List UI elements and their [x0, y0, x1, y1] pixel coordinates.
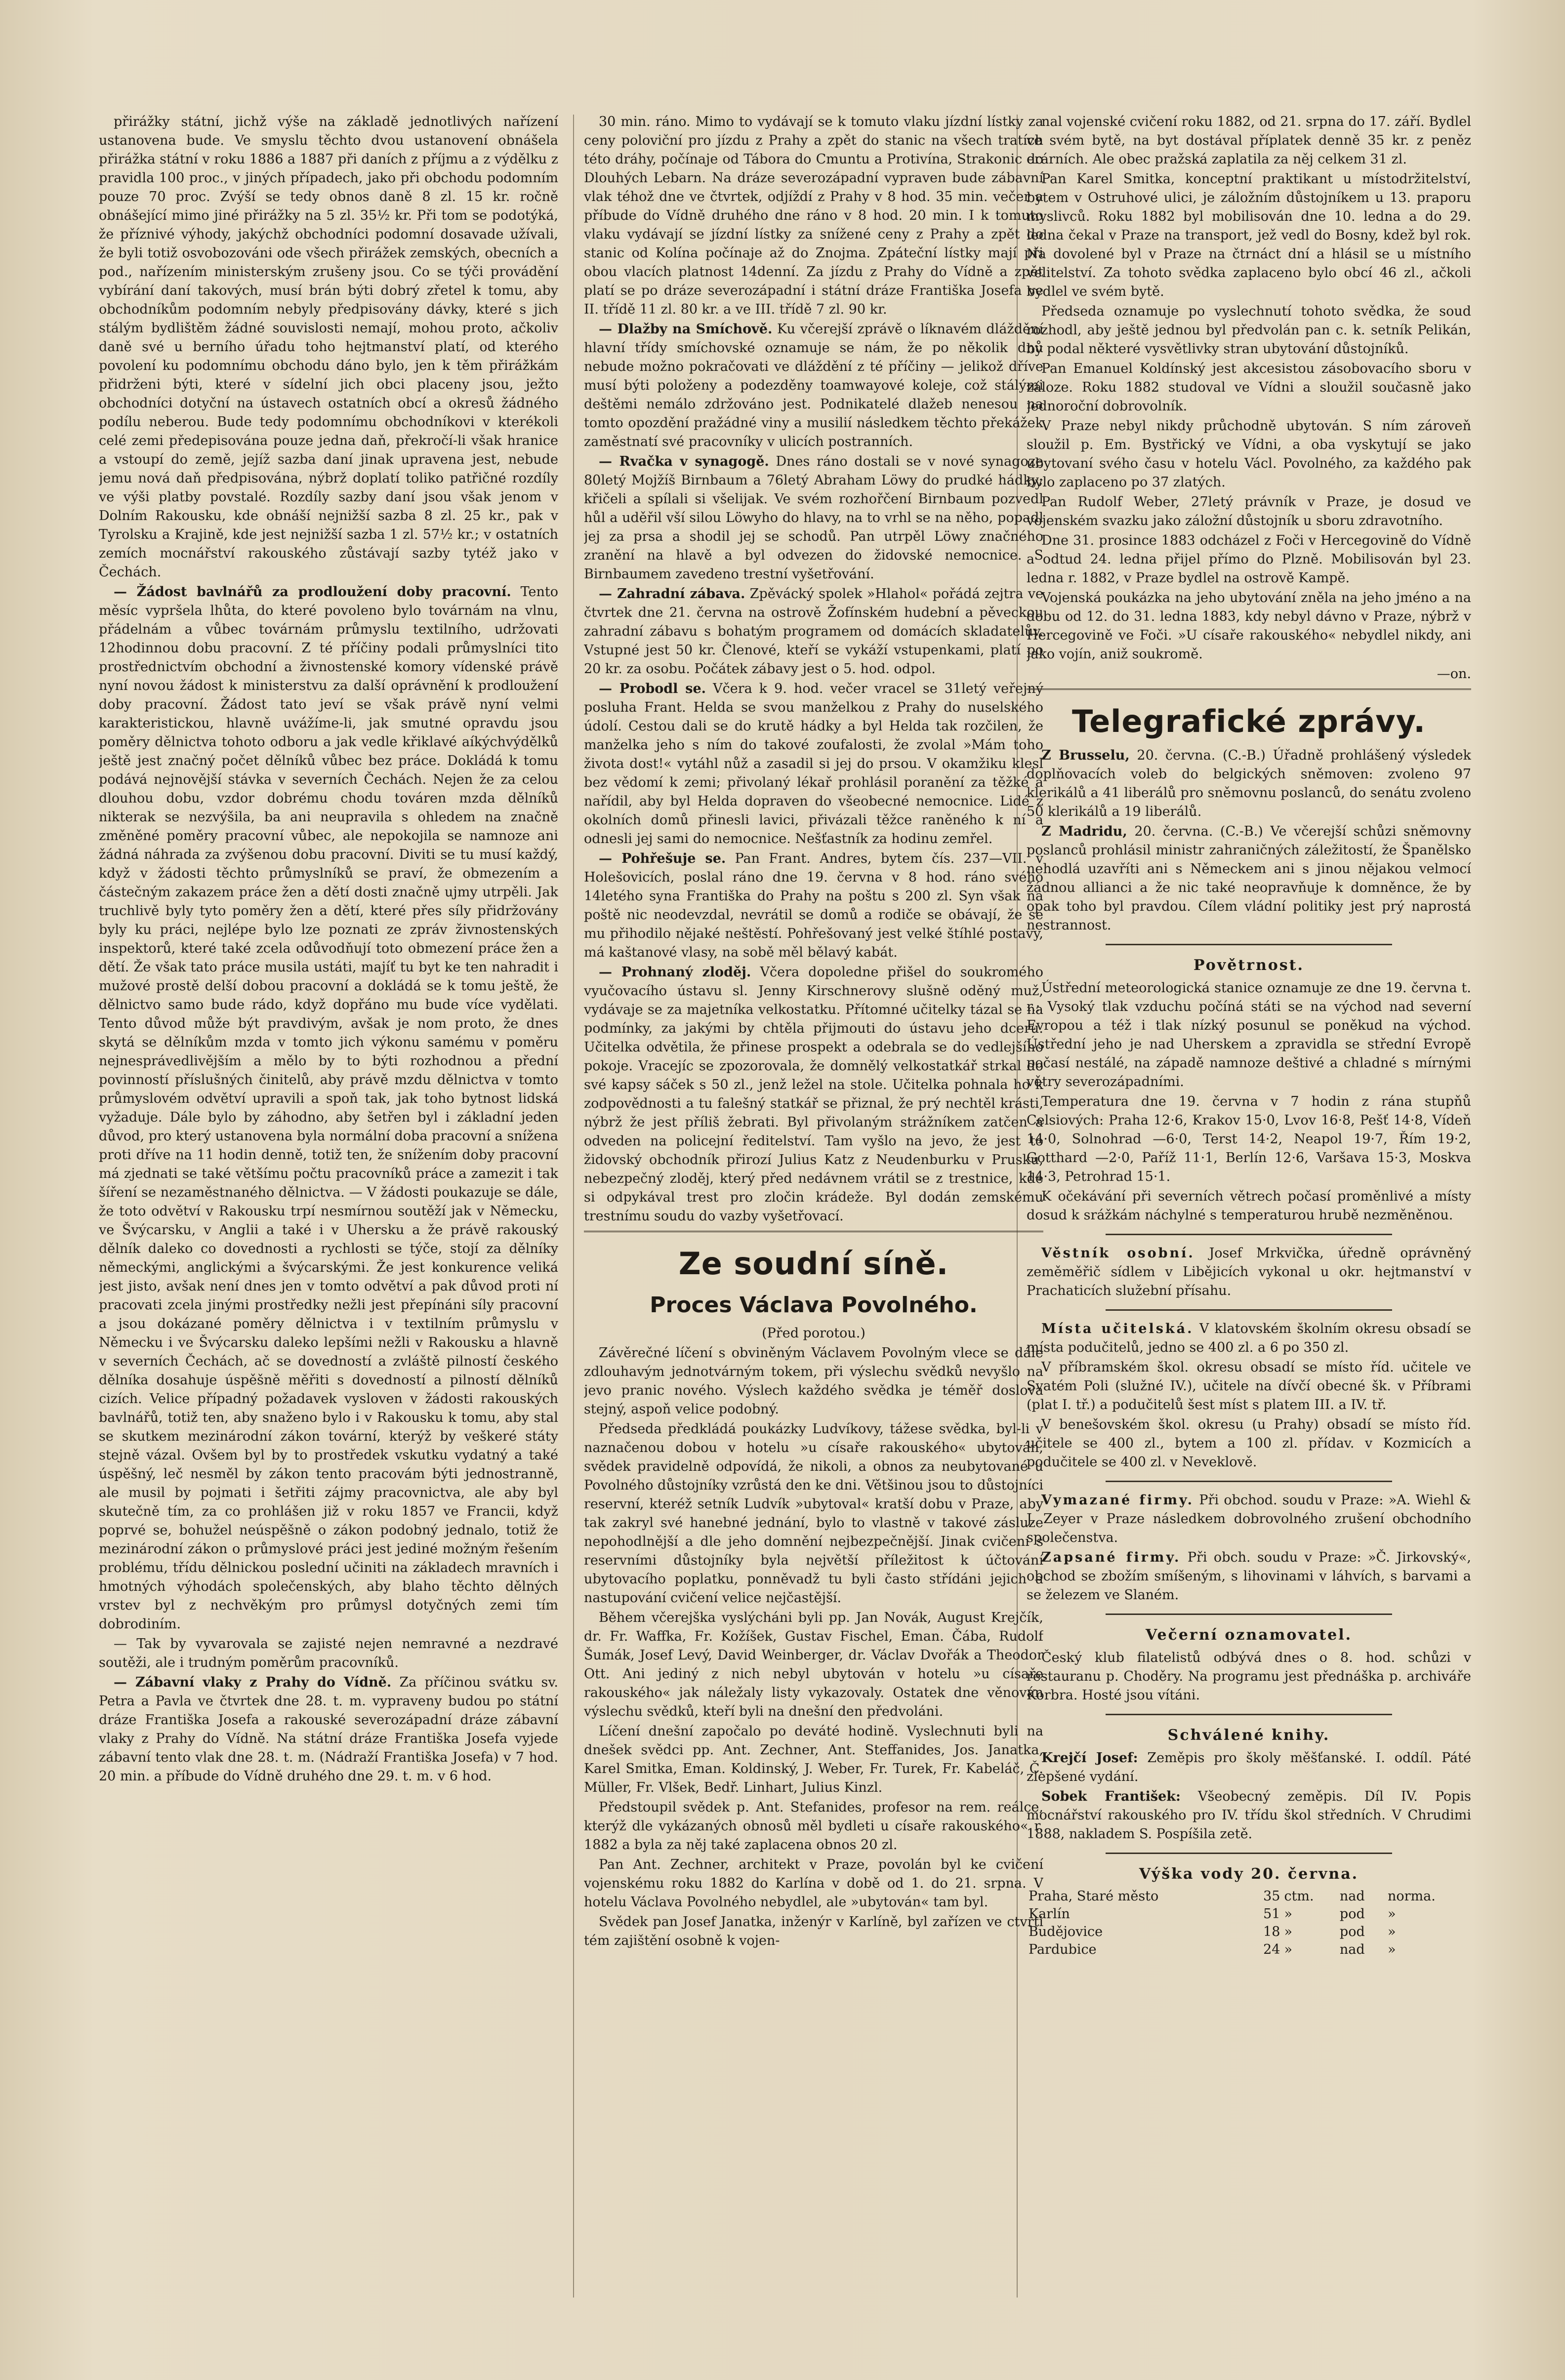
- article-paragraph: [584, 320, 1043, 451]
- article-lead: — Zábavní vlaky z Prahy do Vídně.: [114, 1675, 392, 1690]
- water-place: Pardubice: [1029, 1942, 1097, 1957]
- water-unit: »: [1284, 1942, 1292, 1957]
- article-paragraph: 30 min. ráno. Mimo to vydávají se k tomuto vlaku jízdní lístky za ceny poloviční pro jízdu z Prahy a zpět do stanic na všech tratích této dráhy, počínaje od Tábora do Cmuntu a Protivína, Strakonic do Dlouhých Lebarn. Na dráze severozápadní vypraven bude zábavní vlak téhož dne ve čtvrtek, odjíždí z Prahy v 8 hod. 35 min. večer a příbude do Vídně druhého dne ráno v 8 hod. 20 min. I k tomuto vlaku vydávají se jízdní lístky za snížené ceny z Prahy a zpět do stanic od Kolína počínaje až do Znojma. Zpáteční lístky mají při obou vlacích platnost 14denní. Za jízdu z Prahy do Vídně a zpět platí se po dráze severozápadní i státní dráze Františka Josefa ve II. třídě 11 zl. 80 kr. a ve III. třídě 7 zl. 90 kr.: [584, 114, 1043, 317]
- water-place: Budějovice: [1029, 1924, 1103, 1939]
- article-paragraph: Pan Emanuel Koldínský jest akcesistou zásobovacího sboru v záloze. Roku 1882 studoval ve Vídni a sloužil současně jako jednoroční dobrovolník.: [1027, 361, 1471, 414]
- dateline: Z Brusselu,: [1041, 748, 1130, 763]
- section-heading-court: Ze soudní síně.: [678, 1246, 949, 1282]
- article-paragraph: [1027, 1548, 1471, 1605]
- article-text: V klatovském školním okresu obsadí se místa podučitelů, jedno se 400 zl. a 6 po 350 zl.: [1027, 1321, 1471, 1355]
- section-heading-telegraph: Telegrafické zprávy.: [1072, 703, 1426, 739]
- article-lead: — Dlažby na Smíchově.: [599, 322, 773, 337]
- dateline: Z Madridu,: [1041, 824, 1127, 839]
- article-lead: — Zahradní zábava.: [599, 586, 745, 602]
- article-signature: —on.: [1437, 666, 1471, 682]
- water-dir: pod: [1339, 1906, 1365, 1922]
- water-value: 24: [1263, 1942, 1280, 1957]
- article-paragraph: přirážky státní, jichž výše na základě jednotlivých nařízení ustanovena bude. Ve smyslu těchto dvou ustanovení obnášela přirážka státní v roku 1886 a 1887 při daních z příjmu a z výdělku z pravidla 100 proc., v jiných případech, jako při obchodu podomním pouze 70 proc. Zvýší se tedy obnos daně 8 zl. 15 kr. ročně obnášející mimo jiné přirážky na 5 zl. 35½ kr. Při tom se podotýká, že příznivé výhody, jakýchž obchodníci podomní dosavade užívali, že byli totiž osvobozováni ode všech přirážek zemských, obecních a pod., nařízením ministerským zrušeny jsou. Co se týči provádění vybírání daní takových, musí brán býti dobrý zřetel k tomu, aby obchodníkům podomním nebyly předpisovány dávky, které s jich stálým bydlištěm žádné souvislosti nemají, mohou proto, ačkoliv daně své u berního úřadu toho hejtmanství platí, od kterého povolení ku podomnímu obchodu dáno bylo, jen k těm přirážkám přidrženi býti, které v sídelní jich obci placeny jsou, ježto obchodníci dotyční na ústavech ostatních obcí a okresů žádného podílu neberou. Bude tedy podomnímu obchodníkovi v kterékoli celé zemi předepisována pouze jedna daň, překročí-li však hranice a vstoupí do země, jejíž sazba daní jinak upravena jest, nebude jemu nová daň předpisována, nýbrž doplatí toliko patřičné rozdíly ve výši platby povstalé. Rozdíly sazby daní jsou však jenom v Dolním Rakousku, kde obnáší nejnižší sazba 8 zl. 25 kr., pak v Tyrolsku a Krajině, kde jest nejnižší sazba 1 zl. 57½ kr.; v ostatních zemích mocnářství rakouského zůstávají sazby tytéž jako v Čechách.: [99, 114, 558, 580]
- article-paragraph: Temperatura dne 19. června v 7 hodin z rána stupňů Celsiových: Praha 12·6, Krakov 15·0, Lvov 16·8, Pešť 14·8, Vídeň 14·0, Solnohrad —6·0, Terst 14·2, Neapol 19·7, Řím 19·2, Gotthard —2·0, Paříž 11·1, Berlín 12·6, Varšava 15·3, Moskva 14·3, Petrohrad 15·1.: [1027, 1094, 1471, 1184]
- article-paragraph: V Praze nebyl nikdy průchodně ubytován. S ním zároveň sloužil p. Em. Bystřický ve Vídni, a oba vyskytují se jako ubytovaní svého času v hotelu Václ. Povolného, za každého pak bylo zaplaceno po 37 zlatých.: [1027, 418, 1471, 490]
- article-paragraph: V benešovském škol. okresu (u Prahy) obsadí se místo říd. učitele se 400 zl., bytem a 100 zl. přídav. v Kozmicích a podučitele se 400 zl. v Neveklově.: [1027, 1417, 1471, 1470]
- water-level-row: [1027, 1923, 1471, 1941]
- section-heading-water: Výška vody 20. června.: [1139, 1865, 1359, 1883]
- article-paragraph: [1027, 1491, 1471, 1547]
- book-author: Sobek František:: [1041, 1789, 1181, 1804]
- water-dir: nad: [1339, 1942, 1365, 1957]
- article-paragraph: Ústřední meteorologická stanice oznamuje ze dne 19. června t. r.: Vysoký tlak vzduchu počíná státi se na východ nad severní Evropou a též i tlak nízký posunul se poněkud na východ. Ústřední jeho je nad Uherskem a zpravidla se střední Evropě počasí nestálé, na západě namnoze deštivé a chladné s mírnými větry severozápadními.: [1027, 980, 1471, 1089]
- article-lead: — Pohřešuje se.: [599, 851, 726, 866]
- article-text: Včera k 9. hod. večer vracel se 31letý veřejný posluha Frant. Helda se svou manželkou z Prahy do nuselského údolí. Cestou dali se do krutě hádky a byl Helda tak rozčilen, že manželka jeho s ním do takové zoufalosti, že zvolal »Mám toho života dost!« vytáhl nůž a zasadil si jej do prsou. V okamžiku klesl bez vědomí k zemi; přivolaný lékař prohlásil poranění za těžké a nařídil, aby byl Helda dopraven do všeobecné nemocnice. Lidé z okolních domů přinesli lavici, přivázali těžce raněného k ní a odnesli jej sami do nemocnice. Nešťastník za hodinu zemřel.: [584, 681, 1043, 847]
- section-divider: [1106, 1309, 1392, 1311]
- article-lead: — Probodl se.: [599, 681, 706, 696]
- section-divider: [584, 1231, 1043, 1232]
- article-paragraph: [584, 452, 1043, 584]
- section-lead: Věstník osobní.: [1041, 1246, 1195, 1261]
- article-subtitle: (Před porotou.): [762, 1326, 865, 1341]
- article-text: 20. června. (C.-B.) Ve včerejší schůzi sněmovny poslanců prohlásil ministr zahraničných záležitostí, že Španělsko nehodlá uzavříti ani s Německem ani s jinou nějakou velmocí žádnou allianci a že nic také neopravňuje k domněnce, že by opak toho byl pravdou. Cílem vládní politiky jest prý naprostá nestrannost.: [1027, 824, 1471, 933]
- article-text: Josef Mrkvička, úředně oprávněný zeměměřič sídlem v Libějicích vykonal u okr. hejtmanství v Prachaticích služební přísahu.: [1027, 1246, 1471, 1298]
- section-heading-books: Schválené knihy.: [1167, 1727, 1330, 1744]
- article-paragraph: [1027, 822, 1471, 935]
- section-divider: [1106, 1234, 1392, 1235]
- section-divider: [1106, 944, 1392, 945]
- article-text: Zpěvácký spolek »Hlahol« pořádá zejtra ve čtvrtek dne 21. června na ostrově Žofínském hudební a pěveckou zahradní zábavu s bohatým programem od domácích skladatelův. Vstupné jest 50 kr. Členové, kteří se vykáží vstupenkami, platí po 20 kr. za osobu. Počátek zábavy jest o 5. hod. odpol.: [584, 586, 1043, 677]
- section-lead: Místa učitelská.: [1041, 1321, 1194, 1336]
- article-text: Včera dopoledne přišel do soukromého vyučovacího ústavu sl. Jenny Kirschnerovy slušně oděný muž, vydávaje se za majetníka velkostatku. Přítomné učitelky tázal se na podmínky, za jakými by chtěla přijmouti do ústavu jeho dceru. Učitelka odvětila, že přinese prospekt a odebrala se do vedlejšího pokoje. Vracejíc se zpozorovala, že domnělý velkostatkář strkal do své kapsy sáček s 50 zl., jenž ležel na stole. Učitelka pohnala ho k zodpovědnosti a tu falešný statkář se přiznal, že prý nechtěl krásti, nýbrž že jest příliš žebrati. Byl přivolaným strážníkem zatčen a odveden na policejní ředitelství. Tam vyšlo na jevo, že jest to židovský obchodník přirozí Julius Katz z Neudenburku v Prusku, nebezpečný zloděj, který před nedávnem vrátil se z trestnice, kde si odpykával trest pro zločin krádeže. Byl dodán zemskému trestnímu soudu do vazby vyšetřovací.: [584, 965, 1043, 1224]
- section-divider: [1027, 688, 1471, 690]
- article-paragraph: — Tak by vyvarovala se zajisté nejen nemravné a nezdravé soutěži, ale i trudným poměrům pracovníků.: [99, 1636, 558, 1670]
- water-level-row: [1027, 1905, 1471, 1923]
- section-divider: [1106, 1853, 1392, 1854]
- section-lead: Zapsané firmy.: [1041, 1550, 1181, 1565]
- article-paragraph: [99, 1673, 558, 1786]
- water-ref: »: [1387, 1942, 1396, 1957]
- section-heading-evening: Večerní oznamovatel.: [1145, 1626, 1353, 1644]
- article-paragraph: Český klub filatelistů odbývá dnes o 8. hod. schůzi v restauranu p. Choděry. Na programu jest přednáška p. archiváře Korbra. Hosté jsou vítáni.: [1027, 1650, 1471, 1703]
- article-paragraph: Líčení dnešní započalo po deváté hodině. Vyslechnuti byli na dnešek svědci pp. Ant. Zechner, Ant. Steffanides, Jos. Janatka, Karel Smitka, Eman. Koldinský, J. Weber, Fr. Turek, Fr. Kabeláč, Č. Müller, Fr. Vlšek, Bedř. Linhart, Julius Kinzl.: [584, 1724, 1043, 1795]
- article-paragraph: Pan Ant. Zechner, architekt v Praze, povolán byl ke cvičení vojenskému roku 1882 do Karlína v době od 1. do 21. srpna. V hotelu Václava Povolného nebydlel, ale »ubytován« tam byl.: [584, 1857, 1043, 1910]
- water-value: 18: [1263, 1924, 1280, 1939]
- water-level-row: [1027, 1941, 1471, 1959]
- water-dir: nad: [1339, 1889, 1365, 1904]
- book-title: Všeobecný zeměpis. Díl IV. Popis mocnářství rakouského pro IV. třídu škol středních. V Chrudimi 1888, nakladem S. Pospíšila zetě.: [1027, 1789, 1471, 1842]
- article-text: Při obch. soudu v Praze: »Č. Jirkovský«, obchod se zbožím smíšeným, s lihovinami v láhvích, s barvami a se železem ve Slaném.: [1027, 1550, 1471, 1603]
- article-paragraph: [99, 583, 558, 1634]
- article-text: Při obchod. soudu v Praze: »A. Wiehl & J. Zeyer v Praze následkem dobrovolného zrušení obchodního společenstva.: [1027, 1493, 1471, 1545]
- column-left: [99, 113, 558, 2305]
- article-paragraph: [1027, 1749, 1471, 1786]
- article-paragraph: Předseda oznamuje po vyslechnutí tohoto svědka, že soud rozhodl, aby ještě jednou byl předvolán pan c. k. setník Pelikán, by podal některé vysvětlivky stran ubytování důstojníků.: [1027, 304, 1471, 357]
- column-middle: [584, 113, 1043, 2305]
- article-paragraph: Závěrečné líčení s obviněným Václavem Povolným vlece se dále zdlouhavým jednotvárným tokem, při výslechu svědků nevyšlo na jevo pranic nového. Výslech každého svědka je téměř doslova stejný, aspoň velice podobný.: [584, 1345, 1043, 1417]
- article-title: Proces Václava Povolného.: [650, 1292, 978, 1318]
- article-paragraph: K očekávání při severních větrech počasí proměnlivé a místy dosud k srážkám náchylné s temperaturou hrubě nezměněnou.: [1027, 1189, 1471, 1223]
- article-paragraph: Pan Karel Smitka, konceptní praktikant u místodržitelství, bytem v Ostruhové ulici, je záložním důstojníkem u 13. praporu myslivců. Roku 1882 byl mobilisován dne 10. ledna a do 29. ledna čekal v Praze na transport, jež vedl do Bosny, kdež byl rok. Na dovolené byl v Praze na čtrnáct dní a hlásil se u místního velitelství. Za tohoto svědka zaplaceno bylo obcí 46 zl., ačkoli bydlel ve svém bytě.: [1027, 171, 1471, 299]
- article-paragraph: Předseda předkládá poukázky Ludvíkovy, tážese svědka, byl-li v naznačenou dobou v hotelu »u císaře rakouského« ubytován, svědek pravidelně odpovídá, že nikoli, a obnos za neubytované u Povolného důstojníky vzrůstá den ke dni. Většinou jsou to důstojníci reservní, kteréž setník Ludvík »ubytoval« kratší dobu v Praze, aby tak zakryl své hanebné jednání, bylo to vlastně v takové zásluze nepohodlnější a dle jeho domnění nejbezpečnější. Jinak cvičení s reservními důstojníky byla největší příležitost k účtování ubytovacího poplatku, ponněvadž tu byli často střídáni jejich a nastupování cvičení velice nejčastější.: [584, 1421, 1043, 1606]
- article-paragraph: [1027, 1787, 1471, 1844]
- water-ref: »: [1387, 1924, 1396, 1939]
- article-paragraph: [1027, 1320, 1471, 1357]
- article-paragraph: [1027, 1244, 1471, 1300]
- section-lead: Vymazané firmy.: [1041, 1493, 1194, 1508]
- water-unit: ctm.: [1284, 1889, 1314, 1904]
- article-paragraph: nal vojenské cvičení roku 1882, od 21. srpna do 17. září. Bydlel ve svém bytě, na byt dostával příplatek denně 35 kr. z peněz erárních. Ale obec pražská zaplatila za něj celkem 31 zl.: [1027, 114, 1471, 167]
- column-rule: [573, 115, 574, 2298]
- article-paragraph: [584, 849, 1043, 962]
- water-value: 35: [1263, 1889, 1280, 1904]
- water-place: Praha, Staré město: [1029, 1889, 1159, 1904]
- article-paragraph: [584, 963, 1043, 1226]
- article-lead: — Rvačka v synagogě.: [599, 454, 769, 469]
- book-title: Zeměpis pro školy měšťanské. I. oddíl. Páté zlepšené vydání.: [1027, 1750, 1471, 1784]
- article-paragraph: [1027, 746, 1471, 821]
- article-paragraph: Předstoupil svědek p. Ant. Stefanides, profesor na rem. reálce, kterýž dle vykázaných obnosů měl bydleti u císaře rakouského« r. 1882 a byla za něj také zaplacena obnos 20 zl.: [584, 1800, 1043, 1853]
- water-level-table: [1027, 1888, 1471, 1959]
- water-dir: pod: [1339, 1924, 1365, 1939]
- article-paragraph: Během včerejška vyslýcháni byli pp. Jan Novák, August Krejčík, dr. Fr. Waffka, Fr. Kožíšek, Gustav Fischel, Eman. Čába, Rudolf Šumák, Josef Levý, David Weinberger, dr. Václav Dvořák a Theodor Ott. Ani jediný z nich nebyl ubytován v hotelu »u císaře rakouského« jak náležaly listy vykazovaly. Ostatek dne věnován výslechu svědků, kteří byli na dnešní den předvoláni.: [584, 1610, 1043, 1719]
- article-lead: — Žádost bavlnářů za prodloužení doby pracovní.: [114, 584, 511, 600]
- section-divider: [1106, 1614, 1392, 1615]
- article-text: Tento měsíc vypršela lhůta, do které povoleno bylo továrnám na vlnu, přádelnám a vůbec továrnám průmyslu textilního, udržovati 12hodinnou dobu pracovní. Z té příčiny podali průmyslníci tito prostřednictvím obchodní a živnostenské komory vídenské právě nyní novou žádost k ministerstvu za další oprávnění k prodloužení doby pracovní. Žádost tato jeví se však právě nyní velmi karakteristickou, hlavně uvážíme-li, jak smutné opravdu jsou poměry dělnictva tohoto odboru a jak vedle křiklavé aíkýchvýdělků ještě jest značný počet dělníků vůbec bez práce. Dokládá k tomu podává nejnovější stávka v severních Čechách. Nejen že za celou dlouhou dobu, vzdor dobrému chodu továren mzda dělníků nikterak se nezvýšila, ba ani neupravila s ohledem na značně změněné poměry pracovní vůbec, ale nepokojila se namnoze ani žádná náhrada za zvýšenou dobu pracovní. Diviti se tu musí každý, když v žádosti těchto průmyslníků se praví, že obmezením a částečným zakazem práce žen a dětí dosti značně ujmy utrpěli. Jak truchlivě byly tyto poměry žen a dětí, které přes síly přidržovány byly ku práci, nejlépe bylo lze poznati ze zpráv živnostenských inspektorů, které také zcela odůvodňují toto obmezení práce žen a dětí. Že však tato práce musila ustáti, majíť tu byt ke ten nahradit i mužové prostě delší dobou pracovní a dokládá se k tomu ještě, že dělnictvo samo bude rádo, když dopřáno mu bude více vydělati. Tento důvod může být pravdivým, avšak je nom proto, že dnes skytá se dělníkům mzda v tomto jich výkonu samému v poměru nejnesprávedlivějším a mělo by to býti rozhodnou a přední povinností příslušných činitelů, aby právě mzdu dělnictva v tomto průmyslovém odvětví upravili a spoň tak, jak toho bytnost lidská vyžaduje. Dále bylo by záhodno, aby šetřen byl i základní jeden důvod, pro který ustanovena byla normální doba pracovní a snížena proti dříve na 11 hodin denně, totiž ten, že snížením doby pracovní má zjednati se také většímu počtu pracovníků práce a zamezit i tak šíření se nezaměstnaného dělnictva. — V žádosti poukazuje se dále, že toto odvětví v Rakousku trpí nesmírnou soutěží jak v Německu, ve Švýcarsku, v Anglii a také i v Uhersku a že právě rakouský dělník daleko co dovednosti a rychlosti se týče, stojí za dělníky německými, anglickými a švýcarskými. Že jest konkurence veliká jest jisto, avšak není dnes jen v tomto odvětví a pak důvod proti ní pracovati zcela jinými prostředky nežli jest přepínáni síly pracovní a jsou dokázané poměry dělnictva i v textilním průmyslu v Německu i ve Švýcarsku daleko lepšími nežli v Rakousku a hlavně v severních Čechách, ač se dovedností a zvláště pilností českého dělníka dosahuje úspěšně měřiti s dovedností a pilností dělníků cizích. Velice případný požadavek vysloven v žádosti rakouských bavlnářů, totiž ten, aby snaženo bylo i v Rakousku k tomu, aby stal se skutkem mezinárodní zákon tovární, kterýž by veškeré státy stejně vázal. Ovšem byl by to prostředek vskutku vydatný a také úspěšný, leč nesměl by zákon tento pracovám býti jednostranně, ale musil by pojmati i šetřiti zájmy pracovnictva, ale aby byl skutečně tím, za co prohlášen již v roku 1857 ve Francii, když poprvé se, bohužel neúspěšně o zákon podobný jednalo, totiž že mezinárodní zákon o průmyslové práci jest jediné možným řešením problému, třídu dělnickou poslední učiniti na základech mravních i hmotných výhodách společenských, aby blaho těchto dělných vrstev byl z nechvěkým pro průmysl dotyčných zemi tím dobrodiním.: [99, 584, 558, 1632]
- article-paragraph: Pan Rudolf Weber, 27letý právník v Praze, je dosud ve vojenském svazku jako záložní důstojník u sboru zdravotního.: [1027, 494, 1471, 528]
- article-text: Ku včerejší zprávě o líknavém dláždění hlavní třídy smíchovské oznamuje se nám, že po několik dnů nebude možno pokračovati ve dláždění z té příčiny — jelikož dříve musí býti položeny a podezděny toamwayové koleje, což stálými deštěmi nemálo zdržováno jest. Podnikatelé dlažeb nenesou na tomto opozdění pražádné viny a musilií následkem těchto překážek zaměstnatí své pracovníky v ulicích postranních.: [584, 322, 1043, 449]
- water-unit: »: [1284, 1906, 1292, 1922]
- article-text: Dnes ráno dostali se v nové synagoze 80letý Mojžíš Birnbaum a 76letý Abraham Löwy do prudké hádky; křičeli a spílali si všelijak. Ve svém rozhořčení Birnbaum pozvedl hůl a uděřil vší silou Löwyho do hlavy, na to vrhl se na něho, popadl jej za prsa a shodil jej se schodů. Pan utrpěl Löwy značného zranění na hlavě a byl odvezen do židovské nemocnice. S Birnbaumem zavedeno trestní vyšetřování.: [584, 454, 1043, 582]
- article-text: Za příčinou svátku sv. Petra a Pavla ve čtvrtek dne 28. t. m. vypraveny budou po státní dráze Františka Josefa a rakouské severozápadní dráze zábavní vlaky z Prahy do Vídně. Na státní dráze Františka Josefa vyjede zábavní tento vlak dne 28. t. m. (Nádraží Františka Josefa) v 7 hod. 20 min. a příbude do Vídně druhého dne 29. t. m. v 6 hod.: [99, 1675, 558, 1784]
- water-value: 51: [1263, 1906, 1280, 1922]
- water-level-row: [1027, 1888, 1471, 1905]
- book-author: Krejčí Josef:: [1041, 1750, 1138, 1766]
- article-text: Pan Frant. Andres, bytem čís. 237—VII. v Holešovicích, poslal ráno dne 19. června v 8 hod. ráno svého 14letého syna Františka do Prahy na poštu s 200 zl. Syn však na poště nic neodevzdal, nevrátil se domů a rodiče se obávají, že se mu přihodilo nějaké neštěstí. Pohřešovaný jest velké štíhlé postavy, má kaštanové vlasy, na sobě měl bělavý kabát.: [584, 851, 1043, 960]
- article-paragraph: Svědek pan Josef Janatka, inženýr v Karlíně, byl zařízen ve ctvrti tém zajištění osobně k vojen-: [584, 1914, 1043, 1948]
- article-paragraph: [584, 680, 1043, 848]
- section-heading-weather: Povětrnost.: [1194, 957, 1304, 974]
- article-paragraph: [584, 585, 1043, 679]
- water-place: Karlín: [1029, 1906, 1070, 1922]
- column-right: [1027, 113, 1471, 2305]
- water-ref: norma.: [1387, 1889, 1436, 1904]
- article-text: 20. června. (C.-B.) Úřadně prohlášený výsledek doplňovacích voleb do belgických sněmoven: zvoleno 97 klerikálů a 41 liberálů pro sněmovnu poslanců, do senátu zvoleno 50 klerikálů a 19 liberálů.: [1027, 748, 1471, 819]
- water-ref: »: [1387, 1906, 1396, 1922]
- water-unit: »: [1284, 1924, 1292, 1939]
- section-divider: [1106, 1481, 1392, 1482]
- article-lead: — Prohnaný zloděj.: [599, 965, 751, 980]
- section-divider: [1106, 1714, 1392, 1715]
- article-paragraph: Vojenská poukázka na jeho ubytování zněla na jeho jméno a na dobu od 12. do 31. ledna 1883, kdy nebyl dávno v Praze, nýbrž v Hercegovině ve Foči. »U císaře rakouského« nebydlel nikdy, ani jako vojín, aniž soukromě.: [1027, 590, 1471, 662]
- article-paragraph: Dne 31. prosince 1883 odcházel z Foči v Hercegovině do Vídně a odtud 24. ledna přijel přímo do Plzně. Mobilisován byl 23. ledna r. 1882, v Praze bydlel na ostrově Kampě.: [1027, 533, 1471, 586]
- article-paragraph: V příbramském škol. okresu obsadí se místo říd. učitele ve Svatém Poli (služné IV.), učitele na dívčí obecné šk. v Příbrami (plat I. tř.) a podučitelů šest míst s platem III. a IV. tř.: [1027, 1360, 1471, 1412]
